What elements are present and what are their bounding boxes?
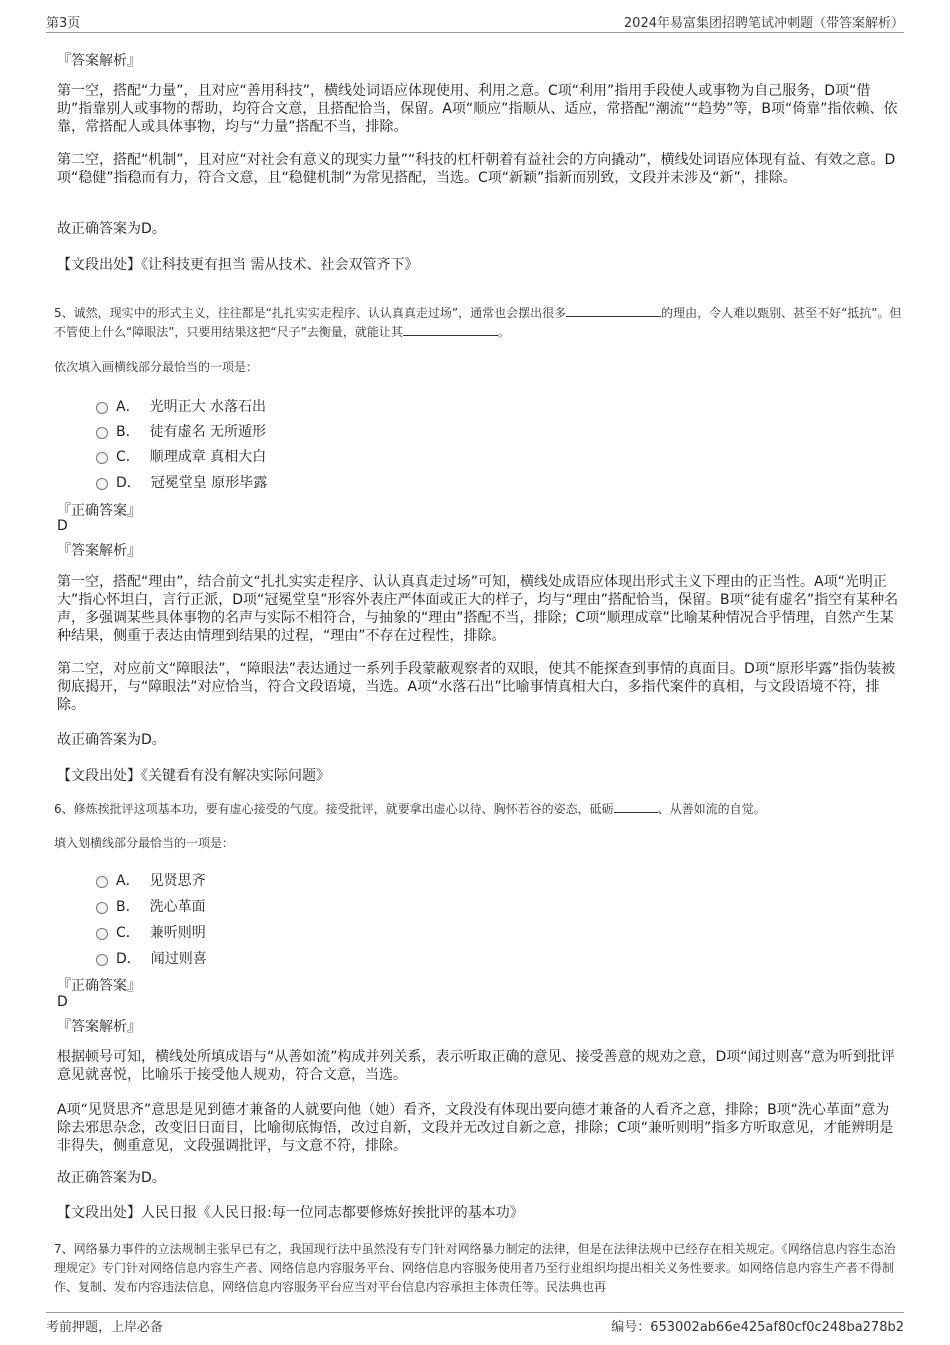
- q6-correct-answer: D: [57, 994, 68, 1010]
- q5-source: 【文段出处】《关键看有没有解决实际问题》: [57, 768, 330, 784]
- q5-option-b[interactable]: B． 徒有虚名 无所遁形: [96, 421, 266, 441]
- radio-icon[interactable]: [96, 902, 108, 914]
- q4-conclusion: 故正确答案为D。: [57, 221, 166, 237]
- q6-stem: [54, 800, 902, 819]
- q6-analysis-para2: A项“见贤思齐”意思是见到德才兼备的人就要向他（她）看齐，文段没有体现出要向德才兼备的人看齐之意，排除；B项“洗心革面”意为除去邪思杂念，改变旧日面目，比喻彻底悔悟，改过自新，文段并无改过自新之意，排除；C项“兼听则明”指多方听取意见，才能辨明是非得失，侧重意见，文段强调批评，与文意不符，排除。: [57, 1102, 894, 1154]
- q5-correct-label: 『正确答案』: [57, 503, 141, 519]
- q5-option-a[interactable]: A． 光明正大 水落石出: [96, 396, 266, 416]
- radio-icon[interactable]: [96, 402, 108, 414]
- q6-source: 【文段出处】人民日报《人民日报:每一位同志都要修炼好挨批评的基本功》: [57, 1205, 524, 1221]
- q6-analysis-para1: 根据顿号可知，横线处所填成语与“从善如流”构成并列关系，表示听取正确的意见、接受善意的规劝之意，D项“闻过则喜”意为听到批评意见就喜悦，比喻乐于接受他人规劝，符合文意，当选。: [57, 1049, 895, 1083]
- q5-conclusion: 故正确答案为D。: [57, 732, 166, 748]
- q6-stem-part2: 、从善如流的自觉。: [657, 802, 766, 816]
- q5-option-d[interactable]: D． 冠冕堂皇 原形毕露: [96, 472, 267, 492]
- q6-blank: [614, 801, 658, 813]
- q5-stem-part1: 5、诚然，现实中的形式主义，往往都是“扎扎实实走程序、认认真真走过场”，通常也会摆出很多: [54, 306, 567, 320]
- q4-source: 【文段出处】《让科技更有担当 需从技术、社会双管齐下》: [57, 257, 419, 273]
- radio-icon[interactable]: [96, 954, 108, 966]
- q4-analysis-label: 『答案解析』: [57, 53, 141, 69]
- q5-blank-2: [403, 324, 498, 336]
- q5-analysis-para2: 第二空，对应前文“障眼法”，“障眼法”表达通过一系列手段蒙蔽观察者的双眼，使其不能探查到事情的真面目。D项“原形毕露”指伪装被彻底揭开，与“障眼法”对应恰当，符合文段语境，当选。A项“水落石出”比喻事情真相大白，多指代案件的真相，与文段语境不符，排除。: [57, 661, 896, 713]
- page-footer: [46, 1312, 904, 1335]
- q6-option-a[interactable]: A． 见贤思齐: [96, 870, 206, 890]
- q5-analysis-para1: 第一空，搭配“理由”，结合前文“扎扎实实走程序、认认真真走过场”可知，横线处成语应体现出形式主义下理由的正当性。A项“光明正大”指心怀坦白，言行正派，D项“冠冕堂皇”形容外表庄严体面或正大的样子，均与“理由”搭配恰当，保留。B项“徒有虚名”指空有某种名声，多强调某些具体事物的名声与实际不相符合，与抽象的“理由”搭配不当，排除；C项“顺理成章”比喻某种情况合乎情理，自然产生某种结果，侧重于表达由情理到结果的过程，“理由”不存在过程性，排除。: [57, 574, 899, 644]
- q4-analysis-para1: 第一空，搭配“力量”，且对应“善用科技”，横线处词语应体现使用、利用之意。C项“利用”指用手段使人或事物为自己服务，D项“借助”指靠别人或事物的帮助，均符合文意，且搭配恰当，保留。A项“顺应”指顺从、适应，常搭配“潮流”“趋势”等，B项“倚靠”指依赖、依靠，常搭配人或具体事物，均与“力量”搭配不当，排除。: [57, 83, 898, 135]
- q5-stem-part3: 。: [497, 325, 510, 339]
- radio-icon[interactable]: [96, 478, 108, 490]
- q6-option-d[interactable]: D． 闻过则喜: [96, 948, 207, 968]
- q5-prompt: 依次填入画横线部分最恰当的一项是：: [54, 360, 259, 374]
- q6-prompt: 填入划横线部分最恰当的一项是：: [54, 836, 235, 850]
- q5-stem-part2: 的理由，令人难以甄别、甚至不好“抵抗”。但不管使上什么“障眼法”，只要用结果这把“尺子”去衡量，就能让其: [54, 306, 902, 339]
- document-id: 编号：653002ab66e425af80cf0c248ba278b2: [611, 1320, 904, 1335]
- q6-option-c[interactable]: C． 兼听则明: [96, 922, 206, 942]
- q6-analysis-label: 『答案解析』: [57, 1019, 141, 1035]
- page-header: [46, 10, 904, 33]
- document-title: 2024年易富集团招聘笔试冲刺题（带答案解析）: [623, 16, 904, 31]
- q6-option-b[interactable]: B． 洗心革面: [96, 896, 206, 916]
- q5-option-c[interactable]: C． 顺理成章 真相大白: [96, 446, 266, 466]
- q6-correct-label: 『正确答案』: [57, 978, 141, 994]
- footer-slogan: 考前押题，上岸必备: [46, 1320, 164, 1335]
- radio-icon[interactable]: [96, 928, 108, 940]
- q5-correct-answer: D: [57, 518, 68, 534]
- radio-icon[interactable]: [96, 452, 108, 464]
- radio-icon[interactable]: [96, 876, 108, 888]
- q5-stem: [54, 304, 902, 342]
- q4-analysis-para2: 第二空，搭配“机制”，且对应“对社会有意义的现实力量”“科技的杠杆朝着有益社会的方向撬动”，横线处词语应体现有益、有效之意。D项“稳健”指稳而有力，符合文意，且“稳健机制”为常见搭配，当选。C项“新颖”指新而别致，文段并未涉及“新”，排除。: [57, 152, 896, 186]
- q6-stem-part1: 6、修炼挨批评这项基本功，要有虚心接受的气度。接受批评，就要拿出虚心以待、胸怀若谷的姿态，砥砺: [54, 802, 614, 816]
- q6-conclusion: 故正确答案为D。: [57, 1170, 166, 1186]
- q5-analysis-label: 『答案解析』: [57, 543, 141, 559]
- radio-icon[interactable]: [96, 427, 108, 439]
- q5-blank-1: [566, 305, 661, 317]
- page-number: 第3页: [46, 16, 81, 31]
- q7-stem: 7、网络暴力事件的立法规制主张早已有之，我国现行法中虽然没有专门针对网络暴力制定的法律，但是在法律法规中已经存在相关规定。《网络信息内容生态治理规定》专门针对网络信息内容生产者、网络信息内容服务平台、网络信息内容服务使用者乃至行业组织均提出相关义务性要求。如网络信息内容生产者不得制作、复制、发布内容违法信息，网络信息内容服务平台应当对平台信息内容承担主体责任等。民法典也再: [54, 1242, 896, 1294]
